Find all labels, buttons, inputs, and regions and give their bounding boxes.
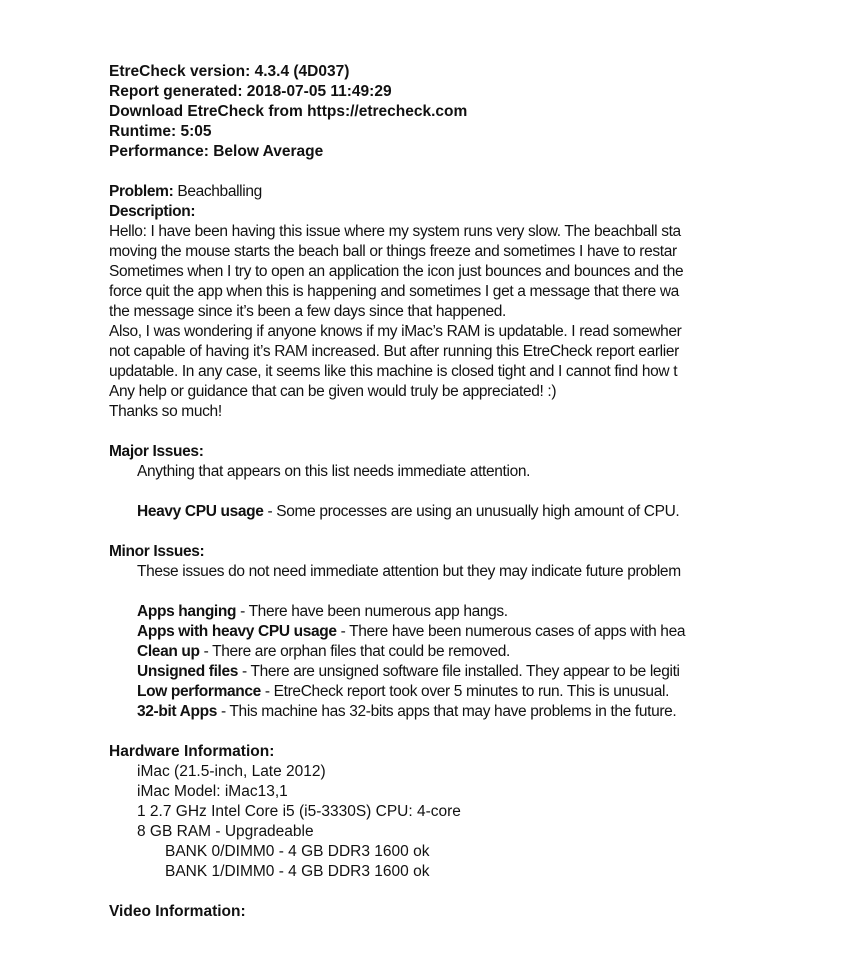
spacer [109, 162, 772, 182]
hardware-title: Hardware Information: [109, 743, 275, 760]
issue-name: Heavy CPU usage [137, 503, 264, 520]
issue-name: Low performance [137, 683, 261, 700]
hardware-line: 8 GB RAM - Upgradeable [137, 823, 314, 840]
memory-bank-line: BANK 1/DIMM0 - 4 GB DDR3 1600 ok [165, 863, 430, 880]
video-title: Video Information: [109, 903, 246, 920]
issue-name: Apps hanging [137, 603, 237, 620]
minor-issue-item [109, 702, 772, 722]
hardware-line: iMac Model: iMac13,1 [137, 783, 288, 800]
minor-issue-item [109, 642, 772, 662]
issue-text: - EtreCheck report took over 5 minutes to run. This is unusual. [260, 683, 670, 700]
description-label: Description: [109, 203, 196, 220]
spacer [109, 882, 772, 902]
issue-text: - There are orphan files that could be removed. [199, 643, 510, 660]
description-line: Thanks so much! [109, 403, 222, 420]
problem-label: Problem: [109, 183, 174, 200]
description-line: updatable. In any case, it seems like this machine is closed tight and I cannot find how t [109, 363, 678, 380]
major-issue-item [109, 502, 772, 522]
description-line: Sometimes when I try to open an application the icon just bounces and bounces and the [109, 263, 684, 280]
issue-text: - There have been numerous app hangs. [236, 603, 508, 620]
issue-name: 32-bit Apps [137, 703, 217, 720]
description-line: moving the mouse starts the beach ball or things freeze and sometimes I have to restar [109, 243, 677, 260]
issue-text: - Some processes are using an unusually high amount of CPU. [263, 503, 680, 520]
spacer [109, 522, 772, 542]
problem-value: Beachballing [173, 183, 262, 200]
minor-issues-intro: These issues do not need immediate attention but they may indicate future problem [137, 563, 681, 580]
hardware-line: iMac (21.5-inch, Late 2012) [137, 763, 326, 780]
issue-text: - There are unsigned software file installed. They appear to be legiti [238, 663, 680, 680]
download-line: Download EtreCheck from https://etrecheck.com [109, 103, 468, 120]
problem-line [109, 182, 772, 202]
description-line: Hello: I have been having this issue where my system runs very slow. The beachball sta [109, 223, 681, 240]
runtime-line: Runtime: 5:05 [109, 123, 212, 140]
description-line: force quit the app when this is happening and sometimes I get a message that there wa [109, 283, 679, 300]
description-line: Also, I was wondering if anyone knows if my iMac’s RAM is updatable. I read somewher [109, 323, 682, 340]
spacer [109, 482, 772, 502]
major-issues-title: Major Issues: [109, 443, 204, 460]
issue-text: - There have been numerous cases of apps with hea [336, 623, 686, 640]
minor-issue-item [109, 602, 772, 622]
performance-line: Performance: Below Average [109, 143, 324, 160]
description-line: the message since it’s been a few days since that happened. [109, 303, 506, 320]
spacer [109, 582, 772, 602]
minor-issue-item [109, 622, 772, 642]
hardware-line: 1 2.7 GHz Intel Core i5 (i5-3330S) CPU: 4-core [137, 803, 461, 820]
description-line: Any help or guidance that can be given would truly be appreciated! :) [109, 383, 557, 400]
minor-issue-item [109, 682, 772, 702]
issue-name: Clean up [137, 643, 200, 660]
issue-name: Apps with heavy CPU usage [137, 623, 337, 640]
description-line: not capable of having it’s RAM increased. But after running this EtreCheck report earlier [109, 343, 679, 360]
minor-issues-title: Minor Issues: [109, 543, 205, 560]
memory-bank-line: BANK 0/DIMM0 - 4 GB DDR3 1600 ok [165, 843, 430, 860]
etrecheck-report [109, 62, 772, 922]
issue-text: - This machine has 32-bits apps that may have problems in the future. [216, 703, 677, 720]
version-line: EtreCheck version: 4.3.4 (4D037) [109, 63, 350, 80]
report-generated-line: Report generated: 2018-07-05 11:49:29 [109, 83, 392, 100]
minor-issue-item [109, 662, 772, 682]
spacer [109, 422, 772, 442]
spacer [109, 722, 772, 742]
major-issues-intro: Anything that appears on this list needs immediate attention. [137, 463, 531, 480]
issue-name: Unsigned files [137, 663, 239, 680]
